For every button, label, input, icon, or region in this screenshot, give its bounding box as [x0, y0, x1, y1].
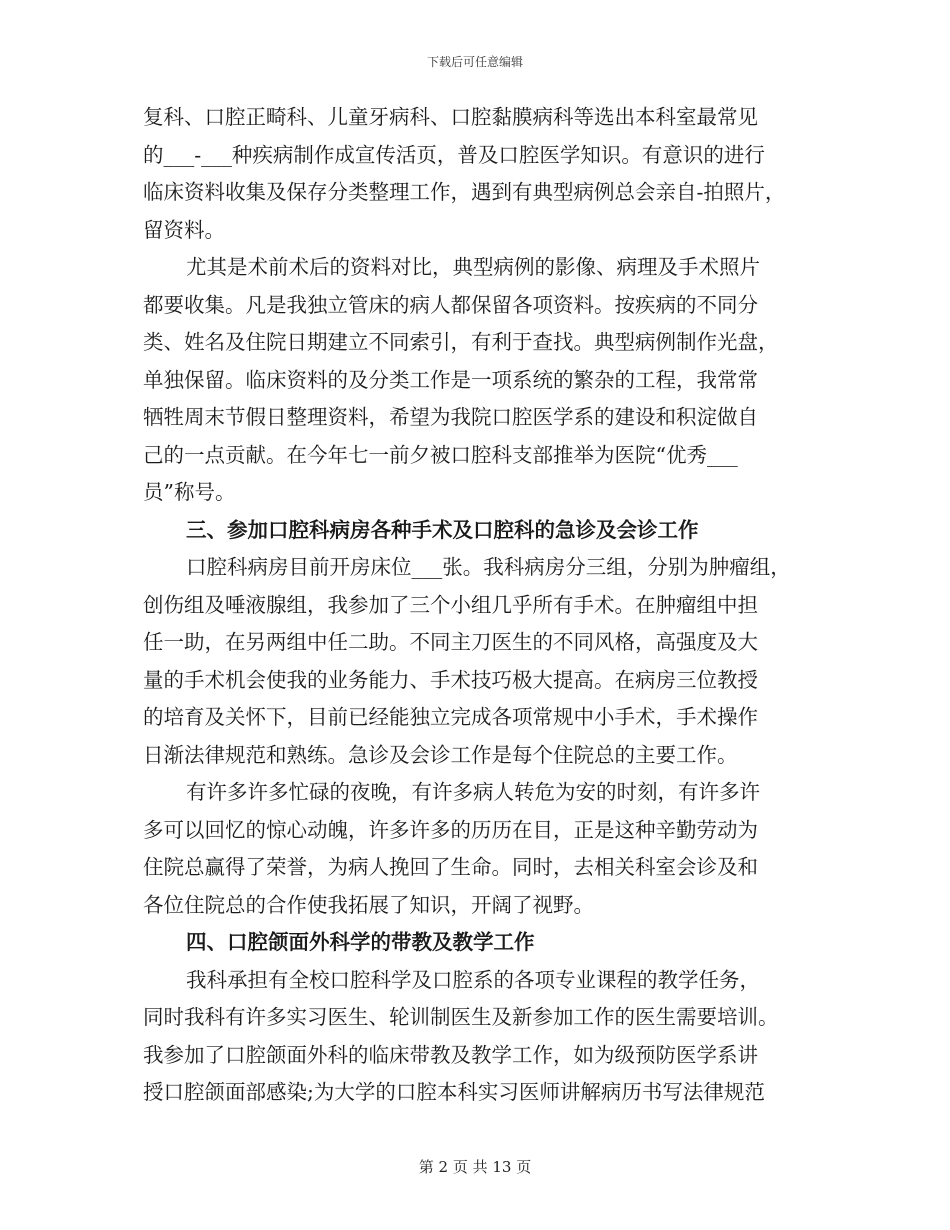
paragraph-line: 口腔科病房目前开房床位___张。我科病房分三组，分别为肿瘤组，: [186, 555, 791, 579]
paragraph-line: 我科承担有全校口腔科学及口腔系的各项专业课程的教学任务，: [186, 967, 760, 992]
paragraph-line: 任一助，在另两组中任二助。不同主刀医生的不同风格，高强度及大: [143, 630, 758, 654]
paragraph-line: 的___-___种疾病制作成宣传活页，普及口腔医学知识。有意识的进行: [143, 142, 765, 167]
paragraph-line: 有许多许多忙碌的夜晚，有许多病人转危为安的时刻，有许多许: [186, 780, 760, 804]
section-heading: 四、口腔颌面外科学的带教及教学工作: [186, 930, 535, 954]
paragraph-line: 员”称号。: [143, 480, 236, 504]
paragraph-line: 的培育及关怀下，目前已经能独立完成各项常规中小手术，手术操作: [143, 705, 758, 729]
document-body: [143, 99, 813, 1112]
page-footer: 第 2 页 共 13 页: [418, 1158, 532, 1176]
paragraph-line: 日渐法律规范和熟练。急诊及会诊工作是每个住院总的主要工作。: [143, 742, 738, 767]
paragraph-line: 各位住院总的合作使我拓展了知识，开阔了视野。: [143, 892, 594, 917]
paragraph-line: 住院总赢得了荣誉，为病人挽回了生命。同时，去相关科室会诊及和: [143, 855, 758, 879]
paragraph-line: 临床资料收集及保存分类整理工作，遇到有典型病例总会亲自-拍照片，: [143, 180, 786, 204]
paragraph-line: 授口腔颌面部感染;为大学的口腔本科实习医师讲解病历书写法律规范: [143, 1080, 765, 1104]
paragraph-line: 复科、口腔正畸科、儿童牙病科、口腔黏膜病科等选出本科室最常见: [143, 105, 758, 129]
page-header: 下载后可任意编辑: [426, 55, 523, 69]
paragraph-line: 己的一点贡献。在今年七一前夕被口腔科支部推举为医院“优秀___: [143, 442, 738, 467]
paragraph-line: 尤其是术前术后的资料对比，典型病例的影像、病理及手术照片: [186, 255, 760, 279]
section-heading: 三、参加口腔科病房各种手术及口腔科的急诊及会诊工作: [186, 517, 699, 542]
paragraph-line: 留资料。: [143, 217, 225, 242]
paragraph-line: 我参加了口腔颌面外科的临床带教及教学工作，如为级预防医学系讲: [143, 1042, 758, 1067]
paragraph-line: 类、姓名及住院日期建立不同索引，有利于查找。典型病例制作光盘，: [143, 330, 779, 354]
paragraph-line: 同时我科有许多实习医生、轮训制医生及新参加工作的医生需要培训。: [143, 1005, 779, 1029]
paragraph-line: 牺牲周末节假日整理资料，希望为我院口腔医学系的建设和积淀做自: [143, 405, 758, 429]
paragraph-line: 创伤组及唾液腺组，我参加了三个小组几乎所有手术。在肿瘤组中担: [143, 592, 758, 617]
paragraph-line: 量的手术机会使我的业务能力、手术技巧极大提高。在病房三位教授: [143, 667, 758, 692]
paragraph-line: 单独保留。临床资料的及分类工作是一项系统的繁杂的工程，我常常: [143, 367, 758, 392]
paragraph-line: 多可以回忆的惊心动魄，许多许多的历历在目，正是这种辛勤劳动为: [143, 817, 758, 842]
paragraph-line: 都要收集。凡是我独立管床的病人都保留各项资料。按疾病的不同分: [143, 292, 758, 317]
